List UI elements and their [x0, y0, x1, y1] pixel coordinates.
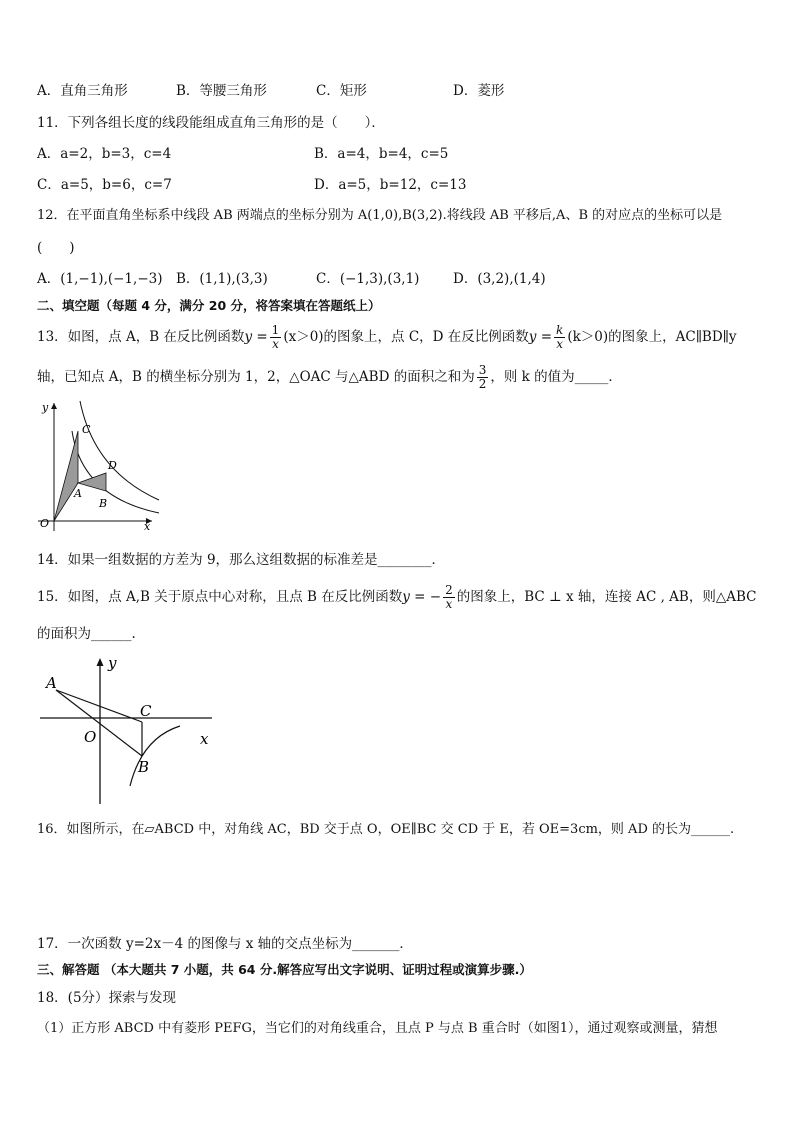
- q17-text: 17．一次函数 y=2x－4 的图像与 x 轴的交点坐标为_______．: [37, 936, 413, 952]
- q13-text-1: 13．如图，点 A，B 在反比例函数: [37, 329, 245, 345]
- label-x: x: [200, 730, 209, 748]
- q13-fraction-1: [270, 324, 282, 351]
- q13-figure: [36, 397, 166, 533]
- section-2-heading: 二、填空题（每题 4 分，满分 20 分，将答案填在答题纸上）: [37, 298, 381, 313]
- segment-ac: [56, 690, 142, 722]
- triangle-abd: [78, 473, 106, 491]
- q13-f2-den: x: [556, 337, 564, 351]
- q15-text-2: 的图象上，BC ⊥ x 轴，连接 AC , AB，则△ABC: [456, 589, 757, 605]
- q16-text: 16．如图所示，在▱ABCD 中，对角线 AC，BD 交于点 O，OE∥BC 交 CD 于 E，若 OE=3cm，则 AD 的长为______.: [37, 822, 735, 837]
- q13-f2-lhs: y =: [528, 329, 553, 345]
- q12-option-d: D．(3,2),(1,4): [453, 271, 546, 287]
- label-y: y: [108, 654, 117, 672]
- q11-option-c: C．a=5，b=6，c=7: [37, 177, 172, 193]
- q12-option-c: C．(−1,3),(3,1): [316, 271, 420, 287]
- q10-option-a: A．直角三角形: [37, 83, 128, 99]
- q13-text-3: (k＞0)的图象上，AC∥BD∥y: [567, 329, 737, 345]
- q12-stem: 12．在平面直角坐标系中线段 AB 两端点的坐标分别为 A(1,0),B(3,2).将线段 AB 平移后,A、B 的对应点的坐标可以是: [37, 208, 723, 223]
- q10-option-c: C．矩形: [316, 83, 367, 99]
- y-axis-arrow-icon: [51, 403, 57, 409]
- hyperbola-branch: [130, 726, 180, 786]
- q15-fraction: [443, 584, 455, 611]
- q18-title: 18．(5分）探索与发现: [37, 990, 177, 1006]
- q13-f3-den: 2: [478, 377, 487, 391]
- label-a: A: [46, 674, 57, 692]
- q13-line-2: [37, 362, 622, 392]
- q12-paren: ( ): [37, 240, 75, 256]
- label-b: B: [99, 497, 108, 510]
- q15-text-1: 15．如图，点 A,B 关于原点中心对称，且点 B 在反比例函数: [37, 589, 403, 605]
- q11-option-d: D．a=5，b=12，c=13: [314, 177, 467, 193]
- q10-option-d: D．菱形: [453, 83, 505, 99]
- segment-ab: [56, 690, 142, 756]
- label-b: B: [138, 758, 150, 776]
- q12-option-b: B．(1,1),(3,3): [176, 271, 268, 287]
- q15-line-1: [37, 582, 756, 612]
- label-d: D: [108, 459, 117, 472]
- q10-option-b: B．等腰三角形: [176, 83, 267, 99]
- q18-part-1: （1）正方形 ABCD 中有菱形 PEFG，当它们的对角线重合，且点 P 与点 B 重合时（如图1），通过观察或测量，猜想: [37, 1021, 718, 1036]
- label-y: y: [42, 401, 49, 414]
- q12-option-a: A．(1,−1),(−1,−3): [37, 271, 163, 287]
- q13-fraction-2: [554, 324, 565, 351]
- q13-text-4: 轴，已知点 A，B 的横坐标分别为 1，2，△OAC 与△ABD 的面积之和为: [37, 369, 475, 385]
- q13-text-2: (x＞0)的图象上，点 C，D 在反比例函数: [283, 329, 529, 345]
- q15-f-num: 2: [445, 583, 453, 597]
- q15-line-2: 的面积为______.: [37, 626, 136, 642]
- label-c: C: [140, 702, 152, 720]
- q11-option-a: A．a=2，b=3，c=4: [37, 146, 172, 162]
- q13-f1-lhs: y =: [244, 329, 268, 345]
- q15-f-den: x: [445, 597, 453, 611]
- y-axis-arrow-icon: [97, 658, 104, 666]
- q13-fraction-3: [477, 364, 489, 391]
- q15-figure: [36, 652, 226, 808]
- section-3-heading: 三、解答题 （本大题共 7 小题，共 64 分.解答应写出文字说明、证明过程或演算步骤.）: [37, 962, 532, 977]
- label-o: O: [84, 728, 97, 746]
- q13-f1-num: 1: [271, 323, 280, 337]
- q13-f1-den: x: [272, 337, 279, 351]
- q14-text: 14．如果一组数据的方差为 9，那么这组数据的标准差是________．: [37, 552, 446, 568]
- triangle-oac: [54, 431, 78, 521]
- q13-line-1: [37, 322, 737, 352]
- q13-f2-num: k: [556, 323, 564, 337]
- curve-k-over-x: [72, 431, 159, 513]
- label-c: C: [82, 423, 91, 436]
- q11-option-b: B．a=4，b=4，c=5: [314, 146, 449, 162]
- label-a: A: [74, 487, 82, 500]
- q13-f3-num: 3: [478, 363, 487, 377]
- q13-text-5: ，则 k 的值为_____．: [490, 369, 622, 385]
- q15-f-lhs: y = −: [402, 589, 442, 605]
- label-o: O: [40, 517, 50, 530]
- q11-stem: 11．下列各组长度的线段能组成直角三角形的是（ ）．: [37, 115, 385, 131]
- label-x: x: [144, 520, 151, 533]
